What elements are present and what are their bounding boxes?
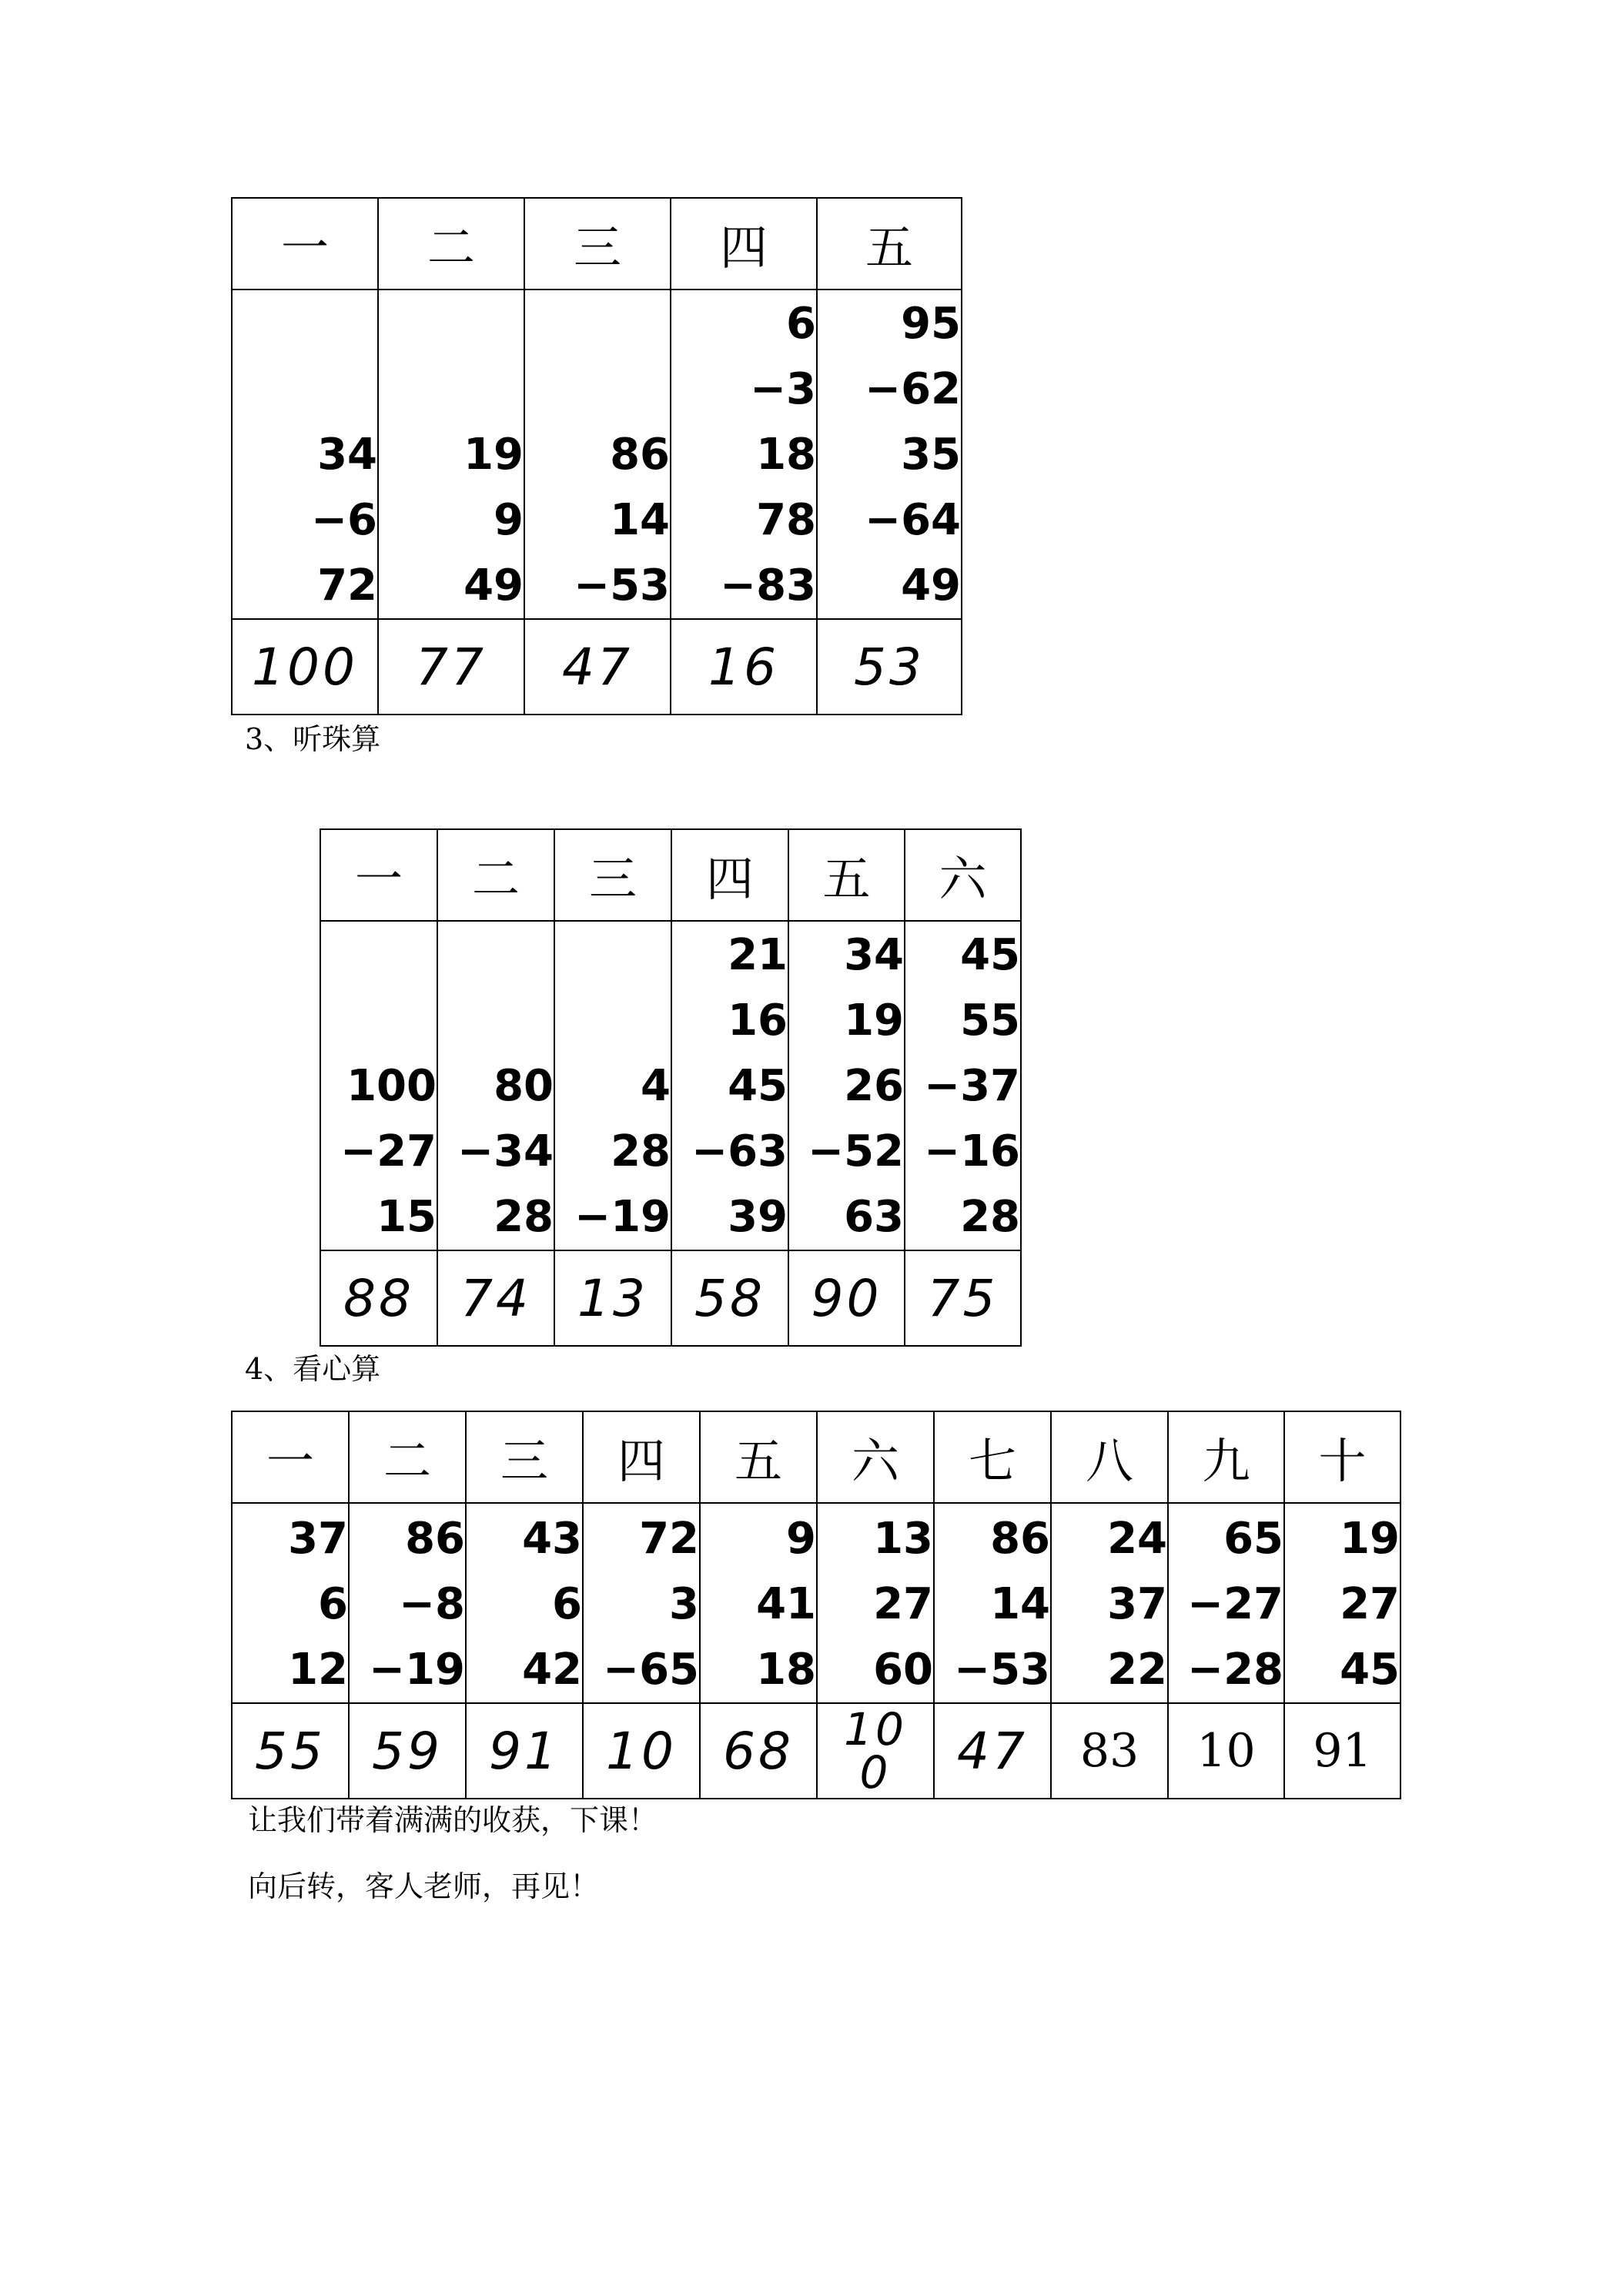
number: 39 [728,1192,788,1242]
answer-row [320,1250,1021,1346]
number: 18 [756,1645,816,1695]
problem-cell [1284,1503,1400,1703]
header-cell: 十 [1284,1411,1400,1503]
number: 9 [786,1514,816,1564]
problem-cell [524,290,671,619]
handwritten-answer: 58 [671,1250,788,1346]
problem-cell [788,921,905,1250]
header-cell: 四 [671,198,817,290]
number: −64 [865,495,961,545]
practice-table-3 [231,1411,1401,1799]
number: 9 [494,495,524,545]
number: 60 [873,1645,933,1695]
number: −19 [574,1192,671,1242]
number: 27 [873,1579,933,1629]
number: −62 [865,364,961,414]
problem-cell [905,921,1021,1250]
number: −3 [750,364,816,414]
handwritten-answer: 91 [466,1703,583,1799]
number: 3 [669,1579,699,1629]
header-cell: 二 [437,829,554,921]
number: 86 [610,430,670,480]
number: −83 [720,561,816,611]
problem-cell [378,290,524,619]
number: 37 [1107,1579,1167,1629]
problem-cell [1168,1503,1284,1703]
handwritten-answer: 74 [437,1250,554,1346]
header-cell: 二 [349,1411,466,1503]
number: 100 [346,1061,437,1111]
number: 14 [610,495,670,545]
header-cell: 四 [583,1411,700,1503]
number: 72 [639,1514,699,1564]
number: 24 [1107,1514,1167,1564]
number: 86 [990,1514,1050,1564]
header-cell: 三 [524,198,671,290]
number: 49 [901,561,961,611]
number: 18 [756,430,816,480]
number: 41 [756,1579,816,1629]
problem-cell [1051,1503,1168,1703]
number: 45 [728,1061,788,1111]
header-cell: 七 [934,1411,1051,1503]
problem-cell [320,921,437,1250]
number: 63 [844,1192,904,1242]
practice-table-2 [320,828,1022,1347]
table-header-row [232,198,962,290]
handwritten-answer: 100 [232,619,378,715]
problem-cell [232,290,378,619]
number: 42 [522,1645,582,1695]
problem-cell [349,1503,466,1703]
problem-cell [583,1503,700,1703]
header-cell: 五 [700,1411,817,1503]
number: 19 [463,430,524,480]
problem-cell [671,290,817,619]
number: −28 [1187,1645,1283,1695]
handwritten-answer: 55 [232,1703,349,1799]
number: −37 [924,1061,1020,1111]
header-cell: 三 [554,829,671,921]
number: 65 [1223,1514,1283,1564]
closing-line-1: 让我们带着满满的收获，下课！ [248,1803,658,1837]
number: 22 [1107,1645,1167,1695]
number: 78 [756,495,816,545]
number: 19 [1340,1514,1400,1564]
number: 45 [960,930,1020,980]
number: 80 [494,1061,554,1111]
number: 55 [960,996,1020,1046]
header-cell: 四 [671,829,788,921]
closing-line-2: 向后转，客人老师，再见！ [248,1869,600,1903]
problem-cell [671,921,788,1250]
header-cell: 五 [788,829,905,921]
problem-cell [466,1503,583,1703]
number: −27 [340,1126,437,1176]
handwritten-answer: 90 [788,1250,905,1346]
number: 95 [901,299,961,349]
handwritten-answer: 47 [524,619,671,715]
problem-row [232,1503,1400,1703]
number: 4 [641,1061,671,1111]
number: 6 [786,299,816,349]
handwritten-answer: 75 [905,1250,1021,1346]
handwritten-answer: 68 [700,1703,817,1799]
problem-cell [817,290,962,619]
answer-line: 0 [859,1746,892,1799]
header-cell: 五 [817,198,962,290]
section-caption-listen: 3、听珠算 [245,722,381,756]
number: 28 [611,1126,671,1176]
practice-table-1 [231,197,962,715]
number: −53 [954,1645,1050,1695]
number: −19 [369,1645,465,1695]
number: −6 [311,495,377,545]
number: −27 [1187,1579,1283,1629]
problem-row [232,290,962,619]
number: 6 [318,1579,348,1629]
number: 34 [844,930,904,980]
number: −8 [399,1579,465,1629]
problem-cell [232,1503,349,1703]
problem-row [320,921,1021,1250]
problem-cell [437,921,554,1250]
number: −16 [924,1126,1020,1176]
handwritten-answer: 16 [671,619,817,715]
handwritten-answer: 53 [817,619,962,715]
number: 72 [317,561,377,611]
header-cell: 三 [466,1411,583,1503]
header-cell: 九 [1168,1411,1284,1503]
number: 35 [901,430,961,480]
problem-cell [700,1503,817,1703]
number: 21 [728,930,788,980]
header-cell: 一 [232,198,378,290]
table-header-row [320,829,1021,921]
number: 45 [1340,1645,1400,1695]
number: 37 [288,1514,348,1564]
handwritten-answer: 47 [934,1703,1051,1799]
answer-line: 10 [844,1703,907,1755]
header-cell: 六 [817,1411,934,1503]
number: 12 [288,1645,348,1695]
table-header-row [232,1411,1400,1503]
header-cell: 八 [1051,1411,1168,1503]
printed-answer: 91 [1284,1703,1400,1799]
printed-answer: 83 [1051,1703,1168,1799]
problem-cell [554,921,671,1250]
handwritten-answer: 77 [378,619,524,715]
number: 43 [522,1514,582,1564]
number: 14 [990,1579,1050,1629]
handwritten-answer-stacked [817,1703,934,1799]
number: 13 [873,1514,933,1564]
problem-cell [934,1503,1051,1703]
handwritten-answer: 59 [349,1703,466,1799]
header-cell: 二 [378,198,524,290]
number: 28 [960,1192,1020,1242]
number: 16 [728,996,788,1046]
handwritten-answer: 13 [554,1250,671,1346]
number: 19 [844,996,904,1046]
header-cell: 六 [905,829,1021,921]
handwritten-answer: 88 [320,1250,437,1346]
handwritten-answer: 10 [583,1703,700,1799]
number: 34 [317,430,377,480]
number: 26 [844,1061,904,1111]
number: −65 [603,1645,699,1695]
answer-row [232,1703,1400,1799]
section-caption-look: 4、看心算 [245,1352,381,1386]
number: 86 [405,1514,465,1564]
problem-cell [817,1503,934,1703]
answer-row [232,619,962,715]
header-cell: 一 [320,829,437,921]
header-cell: 一 [232,1411,349,1503]
number: 49 [463,561,524,611]
number: 6 [552,1579,582,1629]
number: −53 [574,561,670,611]
number: −63 [691,1126,788,1176]
number: −52 [808,1126,904,1176]
number: 27 [1340,1579,1400,1629]
number: −34 [457,1126,554,1176]
printed-answer: 10 [1168,1703,1284,1799]
number: 15 [376,1192,437,1242]
number: 28 [494,1192,554,1242]
